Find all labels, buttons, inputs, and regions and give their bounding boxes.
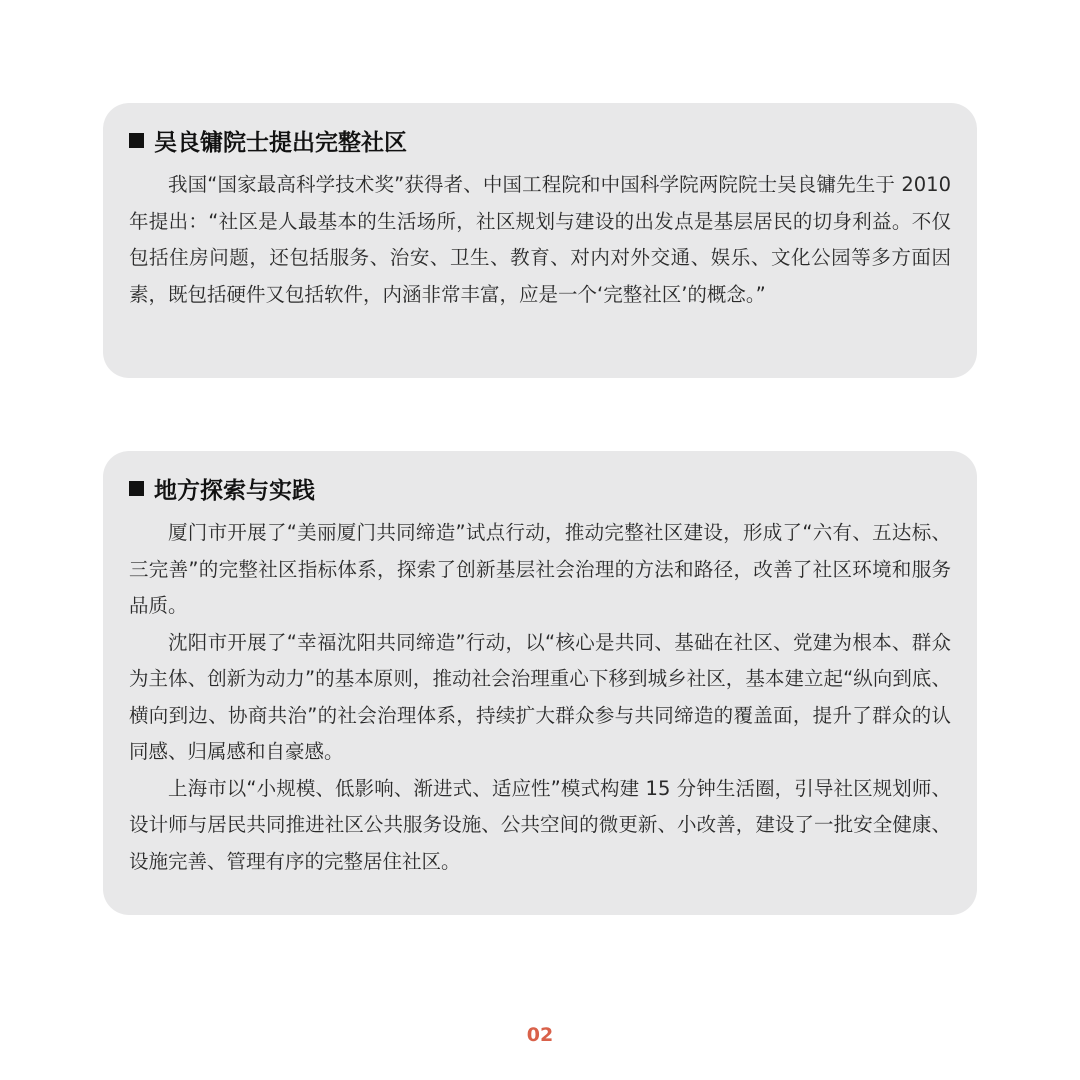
square-bullet-icon (129, 133, 144, 148)
section-heading (129, 123, 951, 157)
section-title: 吴良镛院士提出完整社区 (154, 129, 407, 156)
square-bullet-icon (129, 481, 144, 496)
paragraph-shanghai: 上海市以“小规模、低影响、渐进式、适应性”模式构建 15 分钟生活圈，引导社区规划师、设计师与居民共同推进社区公共服务设施、公共空间的微更新、小改善，建设了一批安全健康、设施完善、管理有序的完整居住社区。 (129, 776, 951, 873)
section-card-local-practice (103, 451, 977, 915)
paragraph-shenyang: 沈阳市开展了“幸福沈阳共同缔造”行动，以“核心是共同、基础在社区、党建为根本、群众为主体、创新为动力”的基本原则，推动社会治理重心下移到城乡社区，基本建立起“纵向到底、横向到边、协商共治”的社会治理体系，持续扩大群众参与共同缔造的覆盖面，提升了群众的认同感、归属感和自豪感。 (129, 630, 951, 763)
section-card-academician (103, 103, 977, 378)
section-heading (129, 471, 951, 505)
paragraph-xiamen: 厦门市开展了“美丽厦门共同缔造”试点行动，推动完整社区建设，形成了“六有、五达标、三完善”的完整社区指标体系，探索了创新基层社会治理的方法和路径，改善了社区环境和服务品质。 (129, 521, 951, 617)
section-title: 地方探索与实践 (154, 477, 315, 504)
page-number: 02 (526, 1024, 554, 1046)
section-paragraph: 我国“国家最高科学技术奖”获得者、中国工程院和中国科学院两院院士吴良镛先生于 2010 年提出：“社区是人最基本的生活场所，社区规划与建设的出发点是基层居民的切身利益。不仅包括住房问题，还包括服务、治安、卫生、教育、对内对外交通、娱乐、文化公园等多方面因素，既包括硬件又包括软件，内涵非常丰富，应是一个‘完整社区’的概念。” (129, 173, 951, 306)
